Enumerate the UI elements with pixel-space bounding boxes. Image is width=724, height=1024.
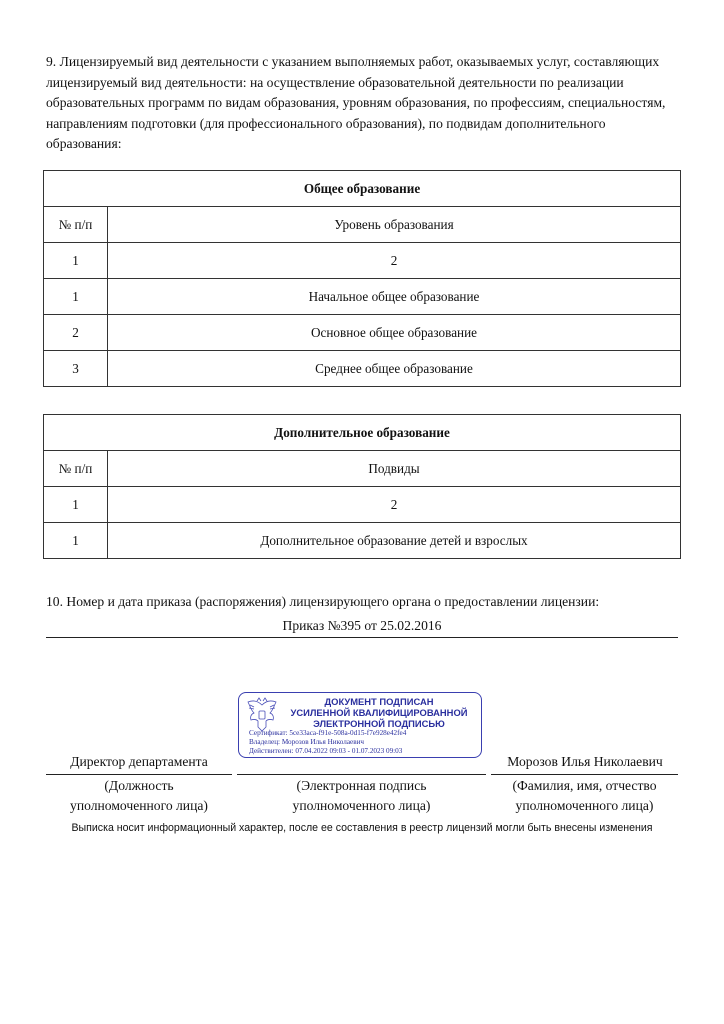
- footer-note: Выписка носит информационный характер, после ее составления в реестр лицензий могли быть внесены изменения: [71, 822, 653, 834]
- table-cell: 1: [44, 279, 108, 315]
- certificate-number: Сертификат: 5ce33aca-f91e-508a-0d15-f7e928e42fe4: [249, 729, 407, 737]
- table-row: [44, 279, 681, 315]
- section-9-text: 9. Лицензируемый вид деятельности с указанием выполняемых работ, оказываемых услуг, составляющих лицензируемый вид деятельности: на осуществление образовательной деятельности по реализации образовательных программ по видам образования, уровням образования, по профессиям, специальностям, направлениям подготовки (для профессионального образования), по подвидам дополнительного образования:: [46, 54, 666, 151]
- table-cell: 2: [108, 243, 681, 279]
- table-row: [44, 523, 681, 559]
- electronic-signature-stamp: [238, 692, 482, 758]
- name-line: [491, 774, 678, 775]
- table-header-row: [44, 451, 681, 487]
- signer-name: Морозов Илья Николаевич: [507, 754, 663, 769]
- caption-signature: [237, 776, 486, 816]
- order-number: Приказ №395 от 25.02.2016: [46, 616, 678, 638]
- table-cell: Дополнительное образование детей и взрослых: [108, 523, 681, 559]
- section-10-text: 10. Номер и дата приказа (распоряжения) лицензирующего органа о предоставлении лицензии:: [46, 594, 600, 609]
- table-cell: Среднее общее образование: [108, 351, 681, 387]
- table-index-row: [44, 487, 681, 523]
- certificate-validity: Действителен: 07.04.2022 09:03 - 01.07.2023 09:03: [249, 747, 403, 755]
- caption-line: (Должность: [104, 778, 174, 793]
- certificate-owner: Владелец: Морозов Илья Николаевич: [249, 738, 365, 746]
- table-cell: 1: [44, 243, 108, 279]
- table-cell: 3: [44, 351, 108, 387]
- stamp-title-line: ДОКУМЕНТ ПОДПИСАН: [324, 696, 434, 707]
- caption-position: [46, 776, 232, 816]
- caption-line: уполномоченного лица): [515, 798, 654, 813]
- table-title: Общее образование: [44, 171, 681, 207]
- column-header-subtype: Подвиды: [108, 451, 681, 487]
- caption-line: (Электронная подпись: [296, 778, 427, 793]
- position-line: [46, 774, 232, 775]
- stamp-title: [277, 696, 481, 729]
- column-header-level: Уровень образования: [108, 207, 681, 243]
- table-row: [44, 315, 681, 351]
- stamp-details: [249, 729, 481, 756]
- signer-position: Директор департамента: [70, 754, 208, 769]
- table-cell: 1: [44, 487, 108, 523]
- general-education-table: [43, 170, 681, 387]
- table-cell: Основное общее образование: [108, 315, 681, 351]
- caption-line: уполномоченного лица): [292, 798, 431, 813]
- column-header-number: № п/п: [44, 451, 108, 487]
- caption-line: уполномоченного лица): [70, 798, 208, 813]
- table-cell: Начальное общее образование: [108, 279, 681, 315]
- stamp-title-line: УСИЛЕННОЙ КВАЛИФИЦИРОВАННОЙ: [290, 707, 468, 718]
- table-title: Дополнительное образование: [44, 415, 681, 451]
- table-cell: 1: [44, 523, 108, 559]
- table-row: [44, 351, 681, 387]
- additional-education-table: [43, 414, 681, 559]
- table-cell: 2: [108, 487, 681, 523]
- table-cell: 2: [44, 315, 108, 351]
- caption-line: (Фамилия, имя, отчество: [512, 778, 657, 793]
- signature-line: [237, 774, 486, 775]
- table-index-row: [44, 243, 681, 279]
- table-header-row: [44, 207, 681, 243]
- stamp-title-line: ЭЛЕКТРОННОЙ ПОДПИСЬЮ: [313, 718, 445, 729]
- coat-of-arms-icon: [245, 697, 279, 733]
- caption-name: [491, 776, 678, 816]
- column-header-number: № п/п: [44, 207, 108, 243]
